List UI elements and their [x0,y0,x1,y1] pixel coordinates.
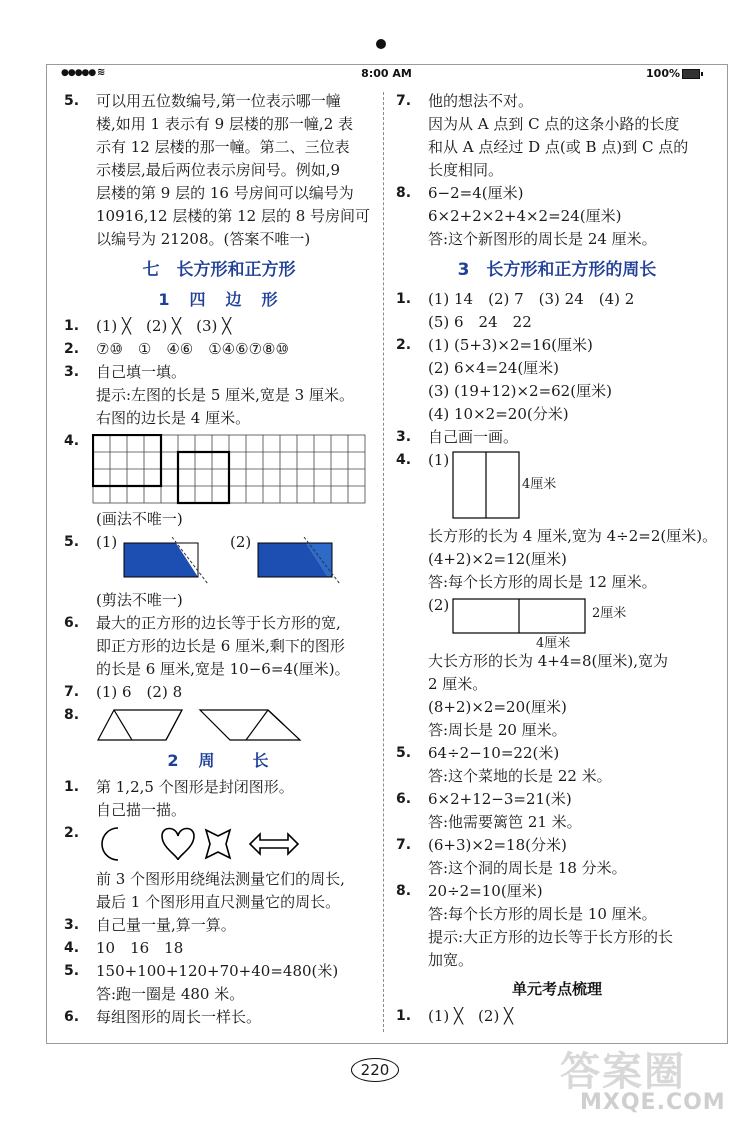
s1-answer-8: 8. [64,704,374,744]
s3-answer-4: 4. (1) 4厘米 [396,449,718,525]
s3-answer-8: 8. 20÷2=10(厘米) [396,882,543,900]
s1-answer-1: 1. (1) ╳ (2) ╳ (3) ╳ [64,317,232,335]
left-column: 5. 可以用五位数编号,第一位表示哪一幢 楼,如用 1 表示有 9 层楼的那一幢,2 表 示有 12 层楼的那一幢。第二、三位表 示楼层,最后两位表示房间号。例如,9 层楼的第 9 层的 16 号房间可以编号为 10916,12 层楼的第 12 层的 8 号房间可 以编号为 21208。(答案不唯一) 七 长方形和正方形 1 四 边 形 1. (1) ╳ (2) ╳ (3) ╳ 2. ⑦⑩ ① ④⑥ ①④⑥⑦⑧⑩ 3. 自己填一填。 提示:左图的长是 5 厘米,宽是 3 厘米。 右图的边长是 4 厘米。 4. (画法不唯一) 5. (1) (2) (剪法不唯一) 6. 最大的正方形的边长等于长方形的宽, 即正方形的边长是 6 厘米,剩下的图形 的长是 6 厘米,宽是 10−6=4(厘米)。 7. (1) 6 (2) 8 8. 2 周 长 1. 第 1,2,5 个图形是封闭图形。 自己描一描。 2. 前 3 个图形用绕绳法测量它们的周长, 最后 1 个图形用直尺测量它的周长。 3. 自己量一量,算一算。 4. 10 16 18 5. 150+100+120+70+40=480(米) 答:跑一圈是 480 米。 6. 每组图形的周长一样长。 [64,90,374,1029]
s3-answer-5: 5. 64÷2−10=22(米) [396,744,560,762]
s1-answer-4: 4. [64,430,374,508]
camera-dot [376,39,386,49]
column-divider [383,92,384,1032]
s1-answer-6: 6. 最大的正方形的边长等于长方形的宽, [64,614,341,632]
s2-answer-4: 4. 10 16 18 [64,939,184,957]
page-number: 220 [0,1058,750,1082]
battery-percent: 100% [646,67,680,80]
status-time: 8:00 AM [361,67,412,80]
right-column: 7. 他的想法不对。 因为从 A 点到 C 点的这条小路的长度 和从 A 点经过 D 点(或 B 点)到 C 点的 长度相同。 8. 6−2=4(厘米) 6×2+2×2+4×2=24(厘米) 答:这个新图形的周长是 24 厘米。 3 长方形和正方形的周长 1. (1) 14 (2) 7 (3) 24 (4) 2 (5) 6 24 22 2. (1) (5+3)×2=16(厘米) (2) 6×4=24(厘米) (3) (19+12)×2=62(厘米) (4) 10×2=20(分米) 3. 自己画一画。 4. (1) 4厘米 长方形的长为 4 厘米,宽为 4÷2=2(厘米)。 (4+2)×2=12(厘米) 答:每个长方形的周长是 12 厘米。 (2) 2厘米 4厘米 大长方形的长为 4+4=8(厘米),宽为 2 厘米。 (8+2)×2=20(厘米) 答:周长是 20 厘米。 5. 64÷2−10=22(米) 答:这个菜地的长是 22 米。 6. 6×2+12−3=21(米) 答:他需要篱笆 21 米。 7. (6+3)×2=18(分米) 答:这个洞的周长是 18 分米。 8. 20÷2=10(厘米) 答:每个长方形的周长是 10 厘米。 提示:大正方形的边长等于长方形的长 加宽。 单元考点梳理 1. (1) ╳ (2) ╳ [396,90,718,1028]
s3-answer-2: 2. (1) (5+3)×2=16(厘米) [396,336,593,354]
fig2-bottom-label: 4厘米 [536,636,571,651]
section-title-3: 3 长方形和正方形的周长 [457,260,657,280]
chapter-title: 七 长方形和正方形 [142,260,296,280]
s2-answer-6: 6. 每组图形的周长一样长。 [64,1008,262,1026]
s2-answer-1: 1. 第 1,2,5 个图形是封闭图形。 [64,778,294,796]
watermark-logo: 答案圈 [560,1049,686,1095]
s2-answer-2: 2. [64,822,374,868]
s2-answer-3: 3. 自己量一量,算一算。 [64,916,236,934]
answer-5-prev: 5. 可以用五位数编号,第一位表示哪一幢 [64,92,341,110]
fig1-side-label: 4厘米 [522,477,557,492]
review-title: 单元考点梳理 [511,980,602,998]
s1-answer-3: 3. 自己填一填。 [64,363,187,381]
signal-icon: ●●●●● [61,68,96,78]
s3-answer-1: 1. (1) 14 (2) 7 (3) 24 (4) 2 [396,290,635,308]
grid-figure [92,434,368,506]
s3-answer-7: 7. (6+3)×2=18(分米) [396,836,567,854]
fig2-side-label: 2厘米 [592,606,627,621]
s1-answer-2: 2. ⑦⑩ ① ④⑥ ①④⑥⑦⑧⑩ [64,340,289,358]
shape-outlines [92,824,332,864]
cut-rectangle-1 [122,537,212,585]
s3-answer-6: 6. 6×2+12−3=21(米) [396,790,572,808]
status-bar [47,65,726,83]
s1-answer-7: 7. (1) 6 (2) 8 [64,683,183,701]
s1-answer-5: 5. (1) (2) [64,531,374,589]
wifi-icon: ≋ [97,67,106,78]
double-square-figure [452,598,588,636]
review-answer-1: 1. (1) ╳ (2) ╳ [396,1007,514,1025]
answer-8-prev: 8. 6−2=4(厘米) [396,184,524,202]
s2-answer-5: 5. 150+100+120+70+40=480(米) [64,962,339,980]
square-split-figure [452,451,522,521]
section-title-2: 2 周 长 [167,751,271,770]
parallelogram-figures [96,706,316,744]
watermark-url: MXQE.COM [580,1090,726,1115]
s3-answer-3: 3. 自己画一画。 [396,428,519,446]
cut-rectangle-2 [256,537,346,585]
section-title-1: 1 四 边 形 [158,290,280,309]
answer-7-prev: 7. 他的想法不对。 [396,92,534,110]
battery-icon [682,69,700,79]
